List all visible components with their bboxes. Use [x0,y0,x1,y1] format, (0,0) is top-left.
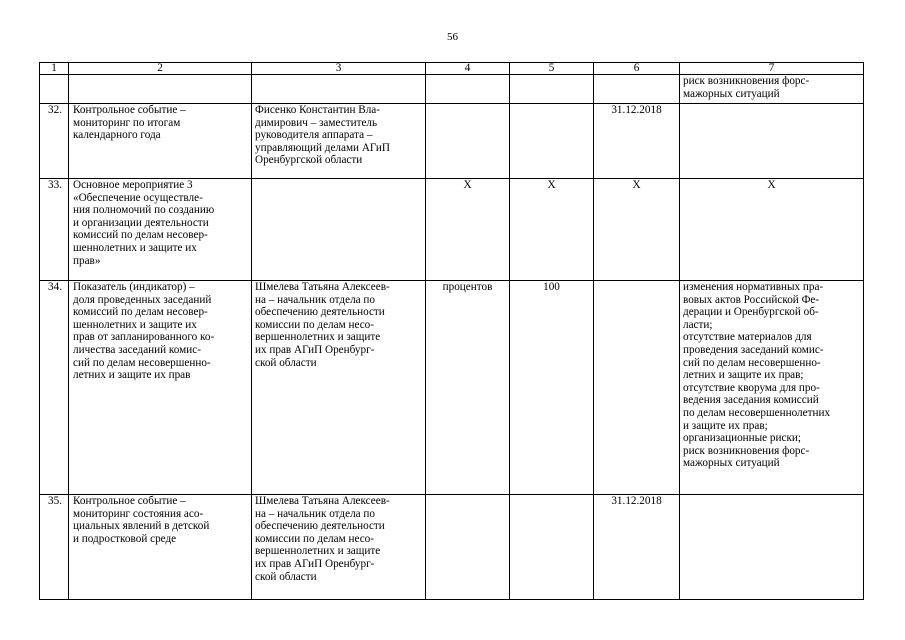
table-row [40,75,864,104]
column-header: 5 [510,63,594,75]
row-unit [426,75,510,104]
indicators-table [39,62,864,600]
row-date: 31.12.2018 [594,495,680,600]
row-number: 35. [40,495,69,600]
row-name: Основное мероприятие 3 «Обеспечение осуществле- ния полномочий по созданию и организации деятельности комиссий по делам несовер- шеннолетних и защите их прав» [69,179,252,281]
table-row [40,281,864,495]
column-header: 7 [680,63,864,75]
table-row [40,495,864,600]
row-number: 34. [40,281,69,495]
row-value: 100 [510,281,594,495]
row-value [510,104,594,179]
column-header: 1 [40,63,69,75]
row-unit: Х [426,179,510,281]
row-date [594,75,680,104]
row-name: Контрольное событие – мониторинг состояния асо- циальных явлений в детской и подростковой среде [69,495,252,600]
row-value [510,495,594,600]
row-value: Х [510,179,594,281]
row-name: Контрольное событие – мониторинг по итогам календарного года [69,104,252,179]
header-row [40,63,864,75]
row-unit [426,495,510,600]
row-responsible: Шмелева Татьяна Алексеев- на – начальник отдела по обеспечению деятельности комиссии по делам несо- вершеннолетних и защите их прав АГиП Оренбург- ской области [252,495,426,600]
column-header: 6 [594,63,680,75]
row-number: 33. [40,179,69,281]
row-risks [680,104,864,179]
row-value [510,75,594,104]
column-header: 3 [252,63,426,75]
row-date: Х [594,179,680,281]
row-unit: процентов [426,281,510,495]
row-risks: Х [680,179,864,281]
column-header: 2 [69,63,252,75]
row-responsible [252,179,426,281]
row-name: Показатель (индикатор) – доля проведенных заседаний комиссий по делам несовер- шеннолетних и защите их прав от запланированного ко- личества заседаний комис- сий по делам несовершенно- летних и защите их прав [69,281,252,495]
row-name [69,75,252,104]
row-responsible: Фисенко Константин Вла- димирович – заместитель руководителя аппарата – управляющий делами АГиП Оренбургской области [252,104,426,179]
row-responsible [252,75,426,104]
row-date [594,281,680,495]
page-number: 56 [447,31,458,43]
row-risks: риск возникновения форс- мажорных ситуаций [680,75,864,104]
column-header: 4 [426,63,510,75]
row-date: 31.12.2018 [594,104,680,179]
row-unit [426,104,510,179]
table-row [40,104,864,179]
row-risks [680,495,864,600]
row-number [40,75,69,104]
row-number: 32. [40,104,69,179]
row-responsible: Шмелева Татьяна Алексеев- на – начальник отдела по обеспечению деятельности комиссии по делам несо- вершеннолетних и защите их прав АГиП Оренбург- ской области [252,281,426,495]
table-row [40,179,864,281]
row-risks: изменения нормативных пра- вовых актов Российской Фе- дерации и Оренбургской об- ласти; отсутствие материалов для проведения заседаний комис- сий по делам несовершенно- летних и защите их прав; отсутствие кворума для про- ведения заседания комиссий по делам несовершеннолетних и защите их прав; организационные риски; риск возникновения форс- мажорных ситуаций [680,281,864,495]
